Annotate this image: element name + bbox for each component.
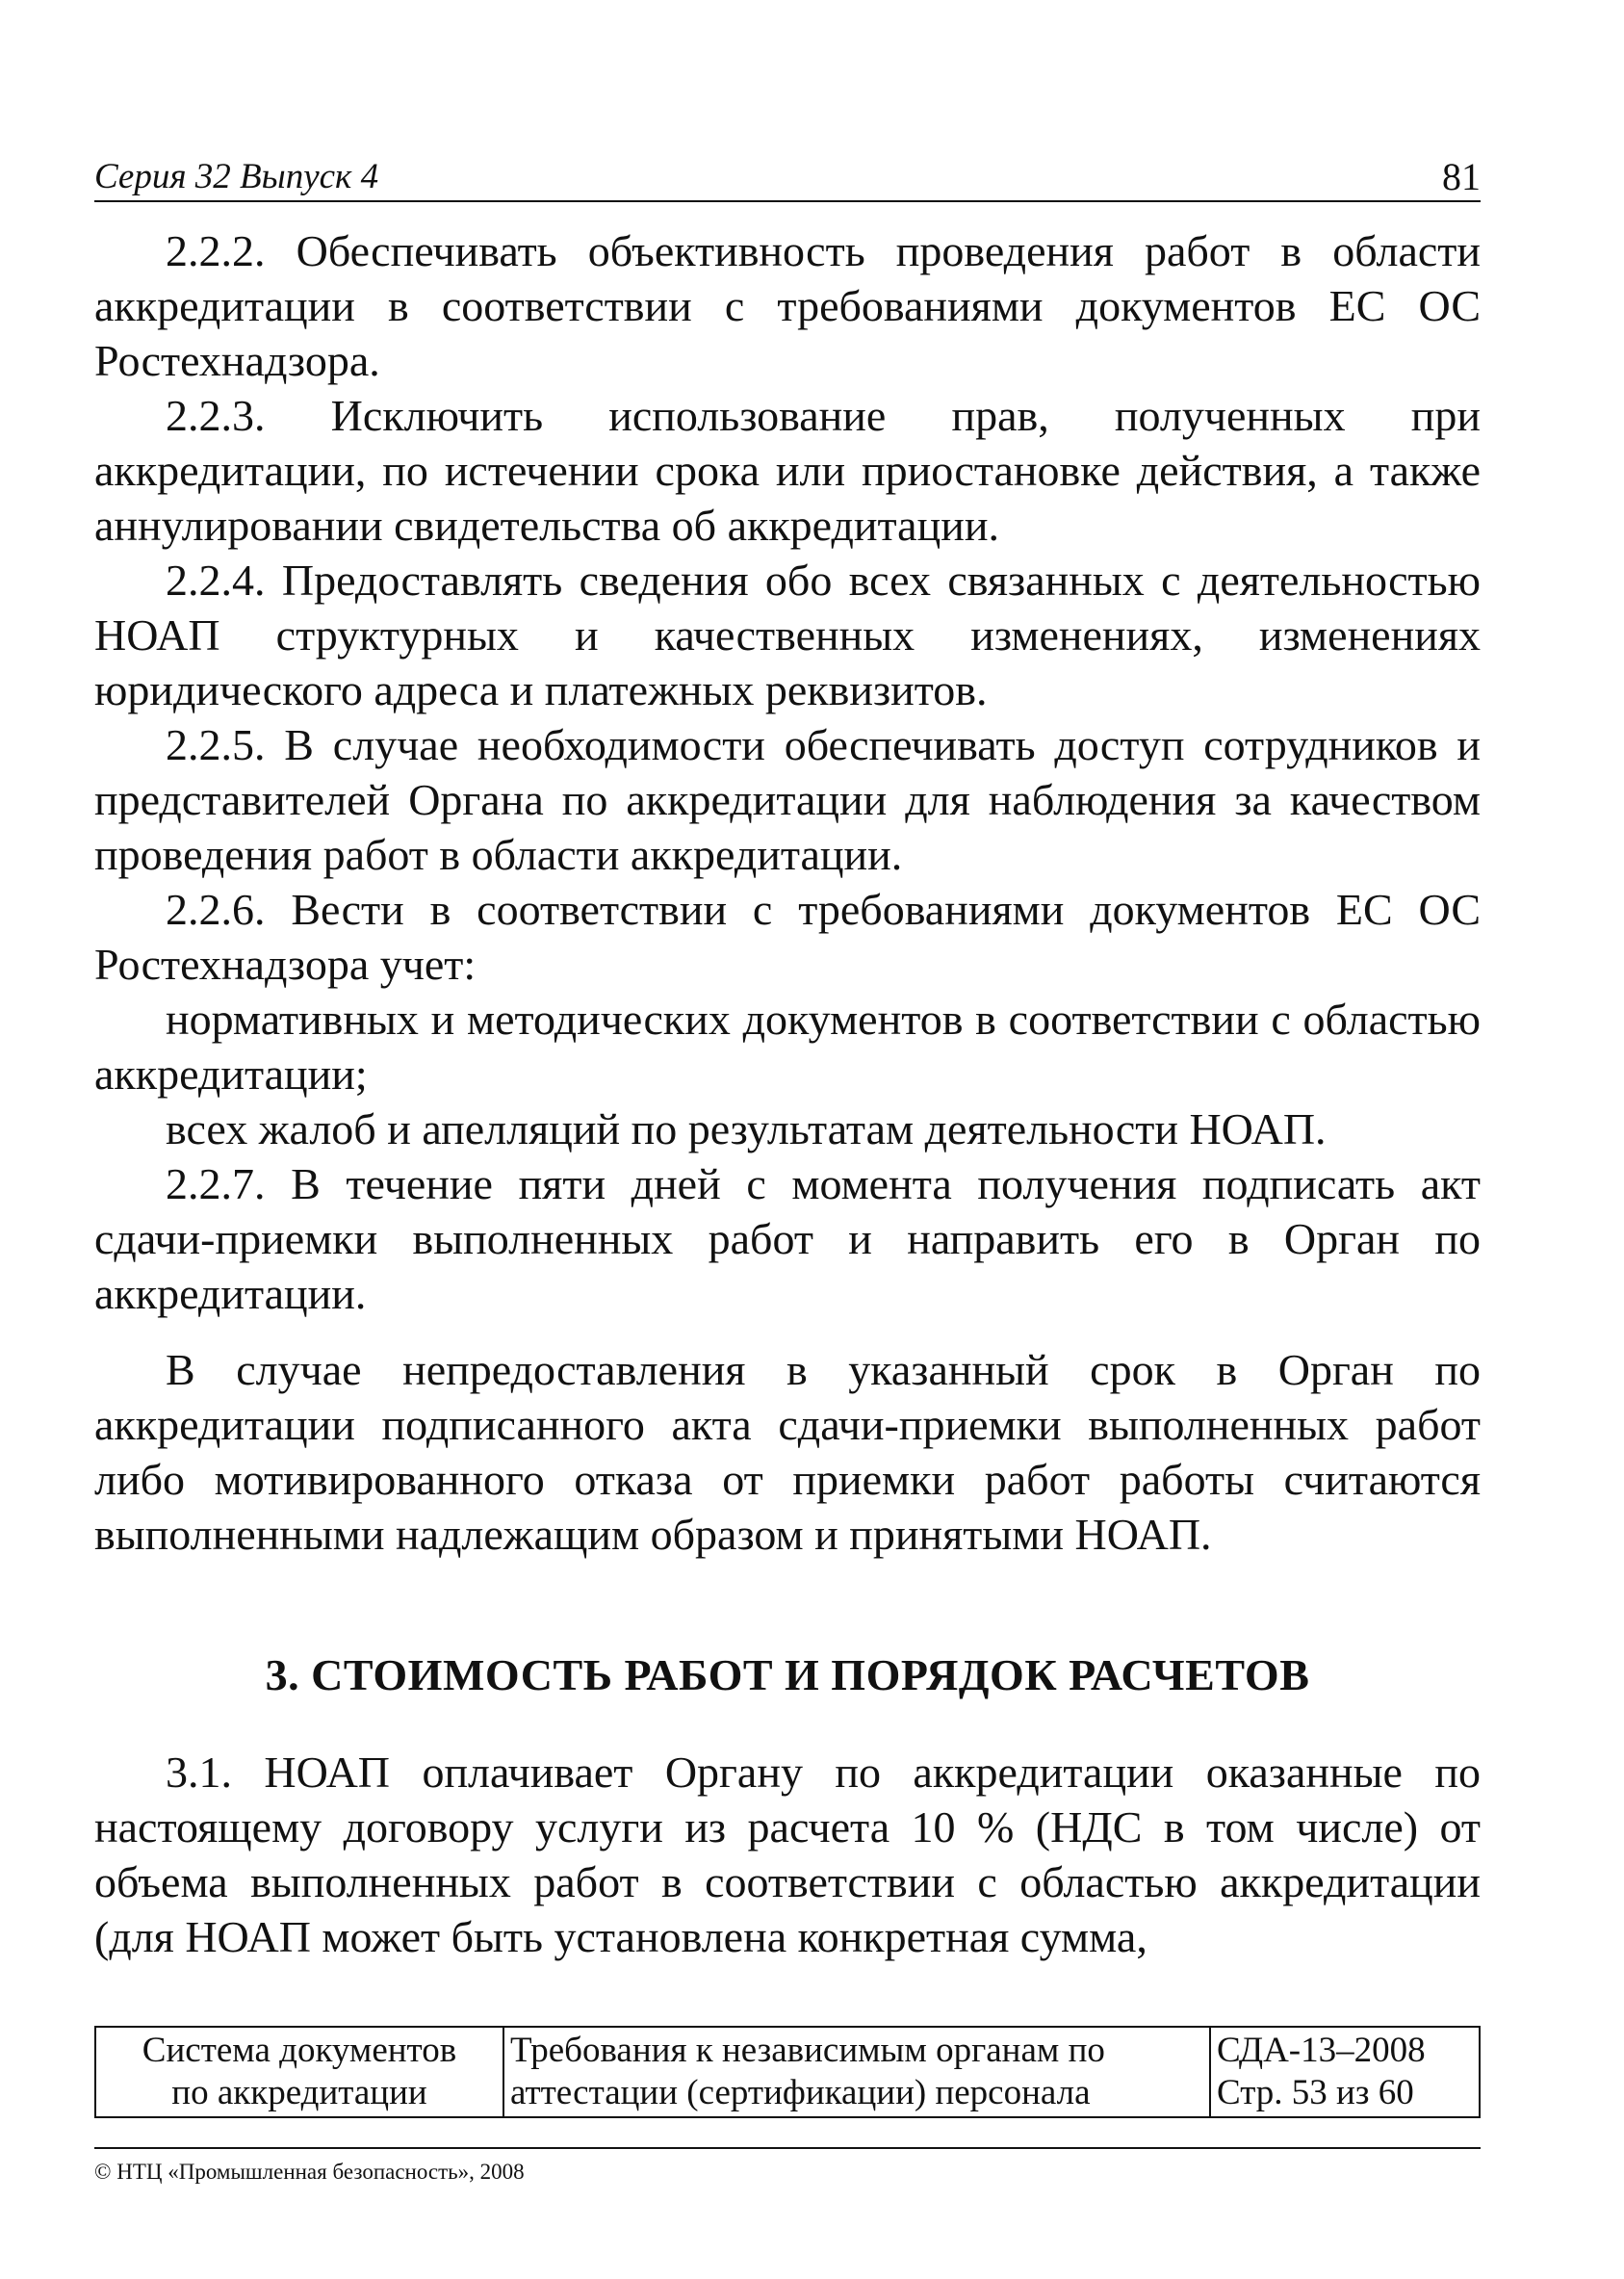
footer-system-cell: [95, 2027, 503, 2117]
footer-system-line1: Система документов: [142, 2031, 457, 2070]
paragraph-2-2-4: 2.2.4. Предоставлять сведения обо всех связанных с деятельностью НОАП структурных и качественных изменениях, изменениях юридического адреса и платежных реквизитов.: [94, 556, 1481, 714]
paragraph-2-2-7: 2.2.7. В течение пяти дней с момента получения подписать акт сдачи-приемки выполненных работ и направить его в Орган по аккредитации.: [94, 1159, 1481, 1318]
footer-code-cell: [1210, 2027, 1480, 2117]
footer-doc-code: СДА-13–2008: [1217, 2031, 1426, 2070]
footer-page-count: Стр. 53 из 60: [1217, 2073, 1414, 2112]
page-number: 81: [1442, 155, 1481, 198]
footer-requirements-line2: аттестации (сертификации) персонала: [510, 2073, 1091, 2112]
paragraph-3-1: 3.1. НОАП оплачивает Органу по аккредитации оказанные по настоящему договору услуги из расчета 10 % (НДС в том числе) от объема выполненных работ в соответствии с областью аккредитации (для НОАП может быть установлена конкретная сумма,: [94, 1748, 1481, 1961]
paragraph-non-submission: В случае непредоставления в указанный срок в Орган по аккредитации подписанного акта сдачи-приемки выполненных работ либо мотивированного отказа от приемки работ работы считаются выполненными надлежащим образом и принятыми НОАП.: [94, 1345, 1481, 1559]
section-heading: 3. СТОИМОСТЬ РАБОТ И ПОРЯДОК РАСЧЕТОВ: [265, 1650, 1310, 1699]
paragraph-2-2-3: 2.2.3. Исключить использование прав, полученных при аккредитации, по истечении срока или приостановке действия, а также аннулировании свидетельства об аккредитации.: [94, 391, 1481, 550]
paragraph-2-2-5: 2.2.5. В случае необходимости обеспечивать доступ сотрудников и представителей Органа по аккредитации для наблюдения за качеством проведения работ в области аккредитации.: [94, 720, 1481, 879]
paragraph-2-2-6: 2.2.6. Вести в соответствии с требованиями документов ЕС ОС Ростехнадзора учет:: [94, 885, 1481, 989]
running-header: [94, 142, 1481, 202]
series-title: Серия 32 Выпуск 4: [94, 157, 379, 196]
footer-requirements-line1: Требования к независимым органам по: [510, 2031, 1105, 2070]
paragraph-2-2-2: 2.2.2. Обеспечивать объективность проведения работ в области аккредитации в соответствии с требованиями документов ЕС ОС Ростехнадзора.: [94, 226, 1481, 385]
list-item-normative-docs: нормативных и методических документов в соответствии с областью аккредитации;: [94, 995, 1481, 1099]
body-text: [94, 223, 1481, 1964]
footer-divider: [94, 2147, 1481, 2149]
footer-system-line2: по аккредитации: [171, 2073, 427, 2112]
document-footer-table: [94, 2026, 1481, 2118]
list-item-complaints: всех жалоб и апелляций по результатам деятельности НОАП.: [166, 1104, 1327, 1153]
copyright-notice: © НТЦ «Промышленная безопасность», 2008: [94, 2160, 525, 2184]
footer-requirements-cell: [503, 2027, 1210, 2117]
footer-table-row: [95, 2027, 1480, 2117]
